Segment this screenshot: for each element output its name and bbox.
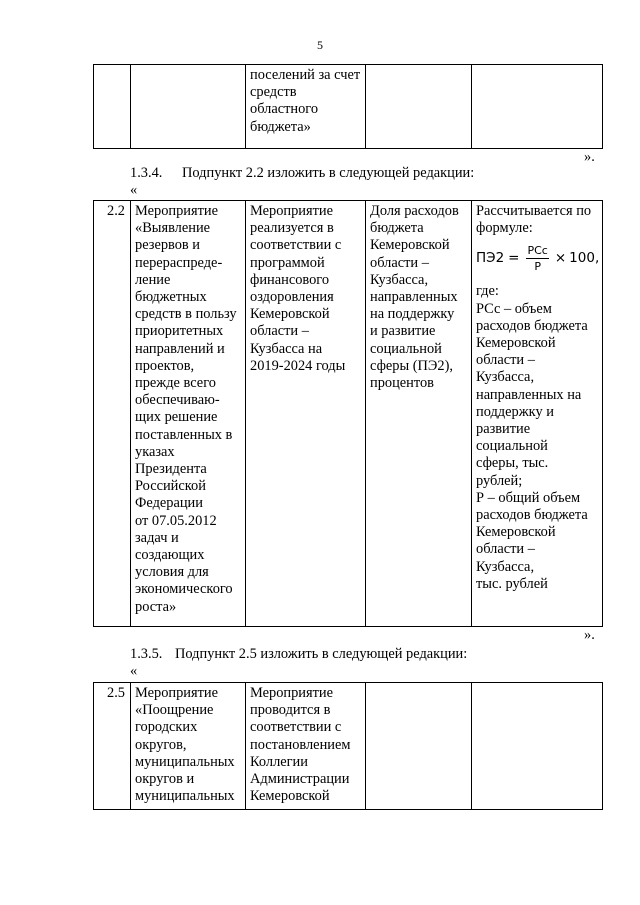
cell-line: соответствии с [250, 719, 342, 736]
cell-line: Мероприятие [250, 685, 333, 701]
cell-line: социальной [370, 340, 442, 357]
cell-num: 2.5 [94, 683, 131, 810]
cell-line: округов и [135, 771, 195, 788]
page-number: 5 [317, 38, 323, 52]
cell-line: области – [370, 254, 429, 271]
cell-line: бюджета [370, 220, 424, 237]
cell-line: бюджетных [135, 289, 207, 306]
cell-line: и развитие [370, 323, 436, 340]
cell-line: перераспреде- [135, 254, 223, 271]
cell-line: создающих [135, 547, 205, 564]
cell-line: 2019-2024 годы [250, 357, 346, 374]
formula-equals: = [508, 249, 520, 266]
cell-line: щих решение [135, 409, 218, 426]
cell-activity [131, 65, 246, 149]
formula-fraction [526, 244, 548, 273]
open-quote-2: « [130, 663, 138, 679]
cell-line: Кузбасса, [476, 369, 535, 386]
closing-quote-1: ». [584, 149, 595, 165]
cell-line: приоритетных [135, 323, 224, 340]
cell-line: от 07.05.2012 [135, 512, 217, 529]
cell-line: программой [250, 254, 325, 271]
cell-line: резервов и [135, 237, 201, 254]
cell-line: Президента [135, 461, 207, 478]
cell-line: городских [135, 719, 198, 736]
cell-line: проектов, [135, 357, 195, 374]
item-number-134: 1.3.4. [130, 165, 163, 181]
cell-line: направленных [370, 289, 458, 306]
cell-line: Кузбасса, [476, 558, 535, 575]
cell-line: постановлением [250, 736, 351, 753]
cell-num [94, 65, 131, 149]
cell-line: Мероприятие [135, 685, 218, 701]
formula-times: × [554, 249, 567, 266]
item-number-135: 1.3.5. [130, 646, 163, 662]
cell-line: направлений и [135, 340, 225, 357]
cell-line: рублей; [476, 472, 523, 489]
cell-line: указах [135, 443, 175, 460]
cell-indicator [366, 201, 472, 627]
formula-numerator: РСс [527, 243, 548, 257]
cell-activity [131, 683, 246, 810]
cell-line: реализуется в [250, 220, 334, 237]
cell-line: области – [250, 323, 309, 340]
cell-line: округов, [135, 736, 187, 753]
cell-line: оздоровления [250, 289, 334, 306]
table-item-2-5 [93, 682, 603, 810]
cell-line: средств в пользу [135, 306, 237, 323]
cell-line: Кемеровской [476, 335, 556, 352]
cell-line: Российской [135, 478, 206, 495]
cell-line: экономического [135, 581, 233, 598]
cell-line: сферы (ПЭ2), [370, 357, 454, 374]
cell-line: где: [476, 283, 499, 300]
cell-line: «Выявление [135, 220, 211, 237]
table-row [94, 65, 603, 149]
cell-line: муниципальных [135, 753, 235, 770]
cell-line: Коллегии [250, 753, 308, 770]
cell-formula [472, 65, 603, 149]
cell-line: тыс. рублей [476, 575, 548, 592]
cell-line: условия для [135, 564, 209, 581]
cell-line: социальной [476, 438, 548, 455]
table-row [94, 683, 603, 810]
formula-denominator: Р [534, 259, 541, 273]
cell-line: ление [135, 271, 171, 288]
cell-line: Кемеровской [250, 788, 330, 805]
item-text-134: Подпункт 2.2 изложить в следующей редакции: [182, 165, 475, 181]
cell-line: направленных на [476, 386, 582, 403]
cell-line: Администрации [250, 771, 350, 788]
cell-line: поставленных в [135, 426, 233, 443]
cell-formula [472, 201, 603, 627]
cell-line: прежде всего [135, 375, 216, 392]
cell-line: области – [476, 352, 535, 369]
cell-line: проводится в [250, 702, 331, 719]
cell-line: задач и [135, 529, 179, 546]
cell-description [246, 683, 366, 810]
cell-line: обеспечиваю- [135, 392, 220, 409]
item-text-135: Подпункт 2.5 изложить в следующей редакции: [175, 646, 468, 662]
table-continuation [93, 64, 603, 149]
formula-lhs: ПЭ2 [476, 249, 505, 266]
cell-line: формуле: [476, 220, 533, 237]
cell-formula [472, 683, 603, 810]
open-quote-1: « [130, 182, 138, 198]
cell-line: поддержку и [476, 403, 554, 420]
cell-line: расходов бюджета [476, 507, 588, 524]
cell-line: муниципальных [135, 788, 235, 805]
table-row [94, 201, 603, 627]
cell-line: Рассчитывается по [476, 203, 592, 219]
cell-line: сферы, тыс. [476, 455, 549, 472]
cell-indicator [366, 683, 472, 810]
cell-line: развитие [476, 421, 531, 438]
cell-line: Р – общий объем [476, 489, 581, 506]
cell-line: РСс – объем [476, 300, 552, 317]
cell-line: процентов [370, 375, 434, 392]
cell-line: «Поощрение [135, 702, 214, 719]
cell-num: 2.2 [94, 201, 131, 627]
cell-line: Мероприятие [135, 203, 218, 219]
cell-line: Доля расходов [370, 203, 459, 219]
cell-line: Кузбасса на [250, 340, 323, 357]
cell-line: поселений за счет [250, 67, 361, 83]
cell-indicator [366, 65, 472, 149]
cell-description [246, 201, 366, 627]
cell-line: соответствии с [250, 237, 342, 254]
cell-line: роста» [135, 598, 177, 615]
formula-rhs: 100, [569, 249, 600, 266]
cell-activity [131, 201, 246, 627]
cell-line: финансового [250, 271, 330, 288]
cell-line: расходов бюджета [476, 317, 588, 334]
cell-line: области – [476, 541, 535, 558]
table-item-2-2 [93, 200, 603, 627]
cell-line: Кемеровской [476, 524, 556, 541]
cell-line: средств [250, 84, 297, 101]
cell-line: Федерации [135, 495, 203, 512]
cell-line: на поддержку [370, 306, 455, 323]
closing-quote-2: ». [584, 627, 595, 643]
cell-line: областного [250, 101, 319, 118]
cell-line: Кузбасса, [370, 271, 429, 288]
formula [476, 238, 599, 278]
cell-line: Кемеровской [370, 237, 450, 254]
cell-line: Кемеровской [250, 306, 330, 323]
cell-line: Мероприятие [250, 203, 333, 219]
cell-line: бюджета» [250, 118, 311, 135]
cell-description [246, 65, 366, 149]
